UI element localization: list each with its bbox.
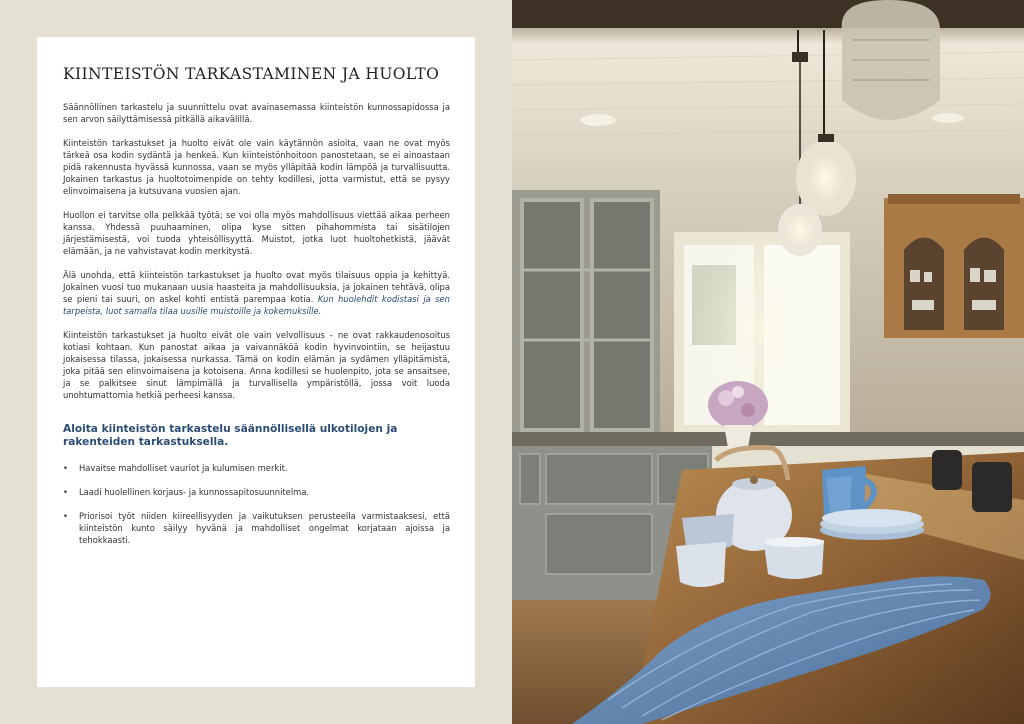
page-title: KIINTEISTÖN TARKASTAMINEN JA HUOLTO bbox=[63, 65, 440, 83]
kitchen-photo bbox=[512, 0, 1024, 724]
paragraph-opportunity-emphasis: Kun huolehdit kodistasi ja sen tarpeista, luot samalla tilaa uusille muistoille ja kokemuksille. bbox=[63, 294, 450, 316]
section-subheading: Aloita kiinteistön tarkastelu säännöllisellä ulkotilojen ja rakenteiden tarkastuksella. bbox=[63, 423, 398, 448]
bullet-icon: • bbox=[63, 487, 68, 497]
bullet-icon: • bbox=[63, 511, 68, 521]
text-card bbox=[37, 37, 475, 687]
paragraph-intro: Säännöllinen tarkastelu ja suunnittelu ovat avainasemassa kiinteistön kunnossapidossa ja sen arvon säilyttämisessä pitkällä aikavälillä. bbox=[63, 102, 450, 124]
list-item-text: Laadi huolellinen korjaus- ja kunnossapitosuunnitelma. bbox=[79, 487, 310, 497]
paragraph-opportunity-text: Älä unohda, että kiinteistön tarkastukset ja huolto ovat myös tilaisuus oppia ja kehittyä. Jokainen vuosi tuo mukanaan uusia haasteita ja mahdollisuuksia, ja jokainen tehtävä, olipa se pieni tai suuri, on askel kohti entistä parempaa kotia. bbox=[63, 270, 450, 304]
paragraph-love: Kiinteistön tarkastukset ja huolto eivät ole vain velvollisuus – ne ovat rakkaudenosoitus kotiasi kohtaan. Kun panostat aikaa ja vaivannäköä kodin hyvinvointiin, se heijastuu jokaisessa tilassa, jokaisessa nurkassa. Tämä on kodin elämän ja sydämen ylläpitämistä, joka pitää sen elinvoimaisena ja kotoisena. Anna kodillesi se huolenpito, jota se ansaitsee, ja se palkitsee sinut lämpimällä ja turvallisella ympäristöllä, jossa voit luoda unohtumattomia hetkiä perheesi kanssa. bbox=[63, 330, 450, 400]
list-item bbox=[63, 510, 450, 546]
task-list bbox=[63, 462, 450, 546]
list-item-text: Havaitse mahdolliset vauriot ja kulumisen merkit. bbox=[79, 463, 288, 473]
bullet-icon: • bbox=[63, 463, 68, 473]
list-item bbox=[63, 486, 450, 498]
list-item bbox=[63, 462, 450, 474]
paragraph-family: Huollon ei tarvitse olla pelkkää työtä; se voi olla myös mahdollisuus viettää aikaa perheen kanssa. Yhdessä puuhaaminen, olipa kyse sitten pihahommista tai sisätilojen järjestämisestä, voi tuoda yhteisöllisyyttä. Muistot, jotka luot huoltohetkistä, jäävät elämään, ja ne vahvistavat kodin merkitystä. bbox=[63, 210, 450, 256]
list-item-text: Priorisoi työt niiden kiireellisyyden ja vaikutuksen perusteella varmistaaksesi, että kiinteistön kunto säilyy hyvänä ja mahdolliset ongelmat korjataan ajoissa ja tehokkaasti. bbox=[79, 511, 450, 545]
paragraph-opportunity bbox=[63, 269, 450, 317]
paragraph-heart: Kiinteistön tarkastukset ja huolto eivät ole vain käytännön asioita, vaan ne ovat myös tärkeä osa kodin sydäntä ja henkeä. Kun kiinteistönhoitoon panostetaan, se ei ainoastaan pidä rakennusta hyvässä kunnossa, vaan se myös ylläpitää kodin lämpöä ja turvallisuutta. Jokainen tarkastus ja huoltotoimenpide on tehty kodillesi, jotta varmistut, että se pysyy elinvoimaisena ja kutsuvana vuosien ajan. bbox=[63, 138, 450, 196]
